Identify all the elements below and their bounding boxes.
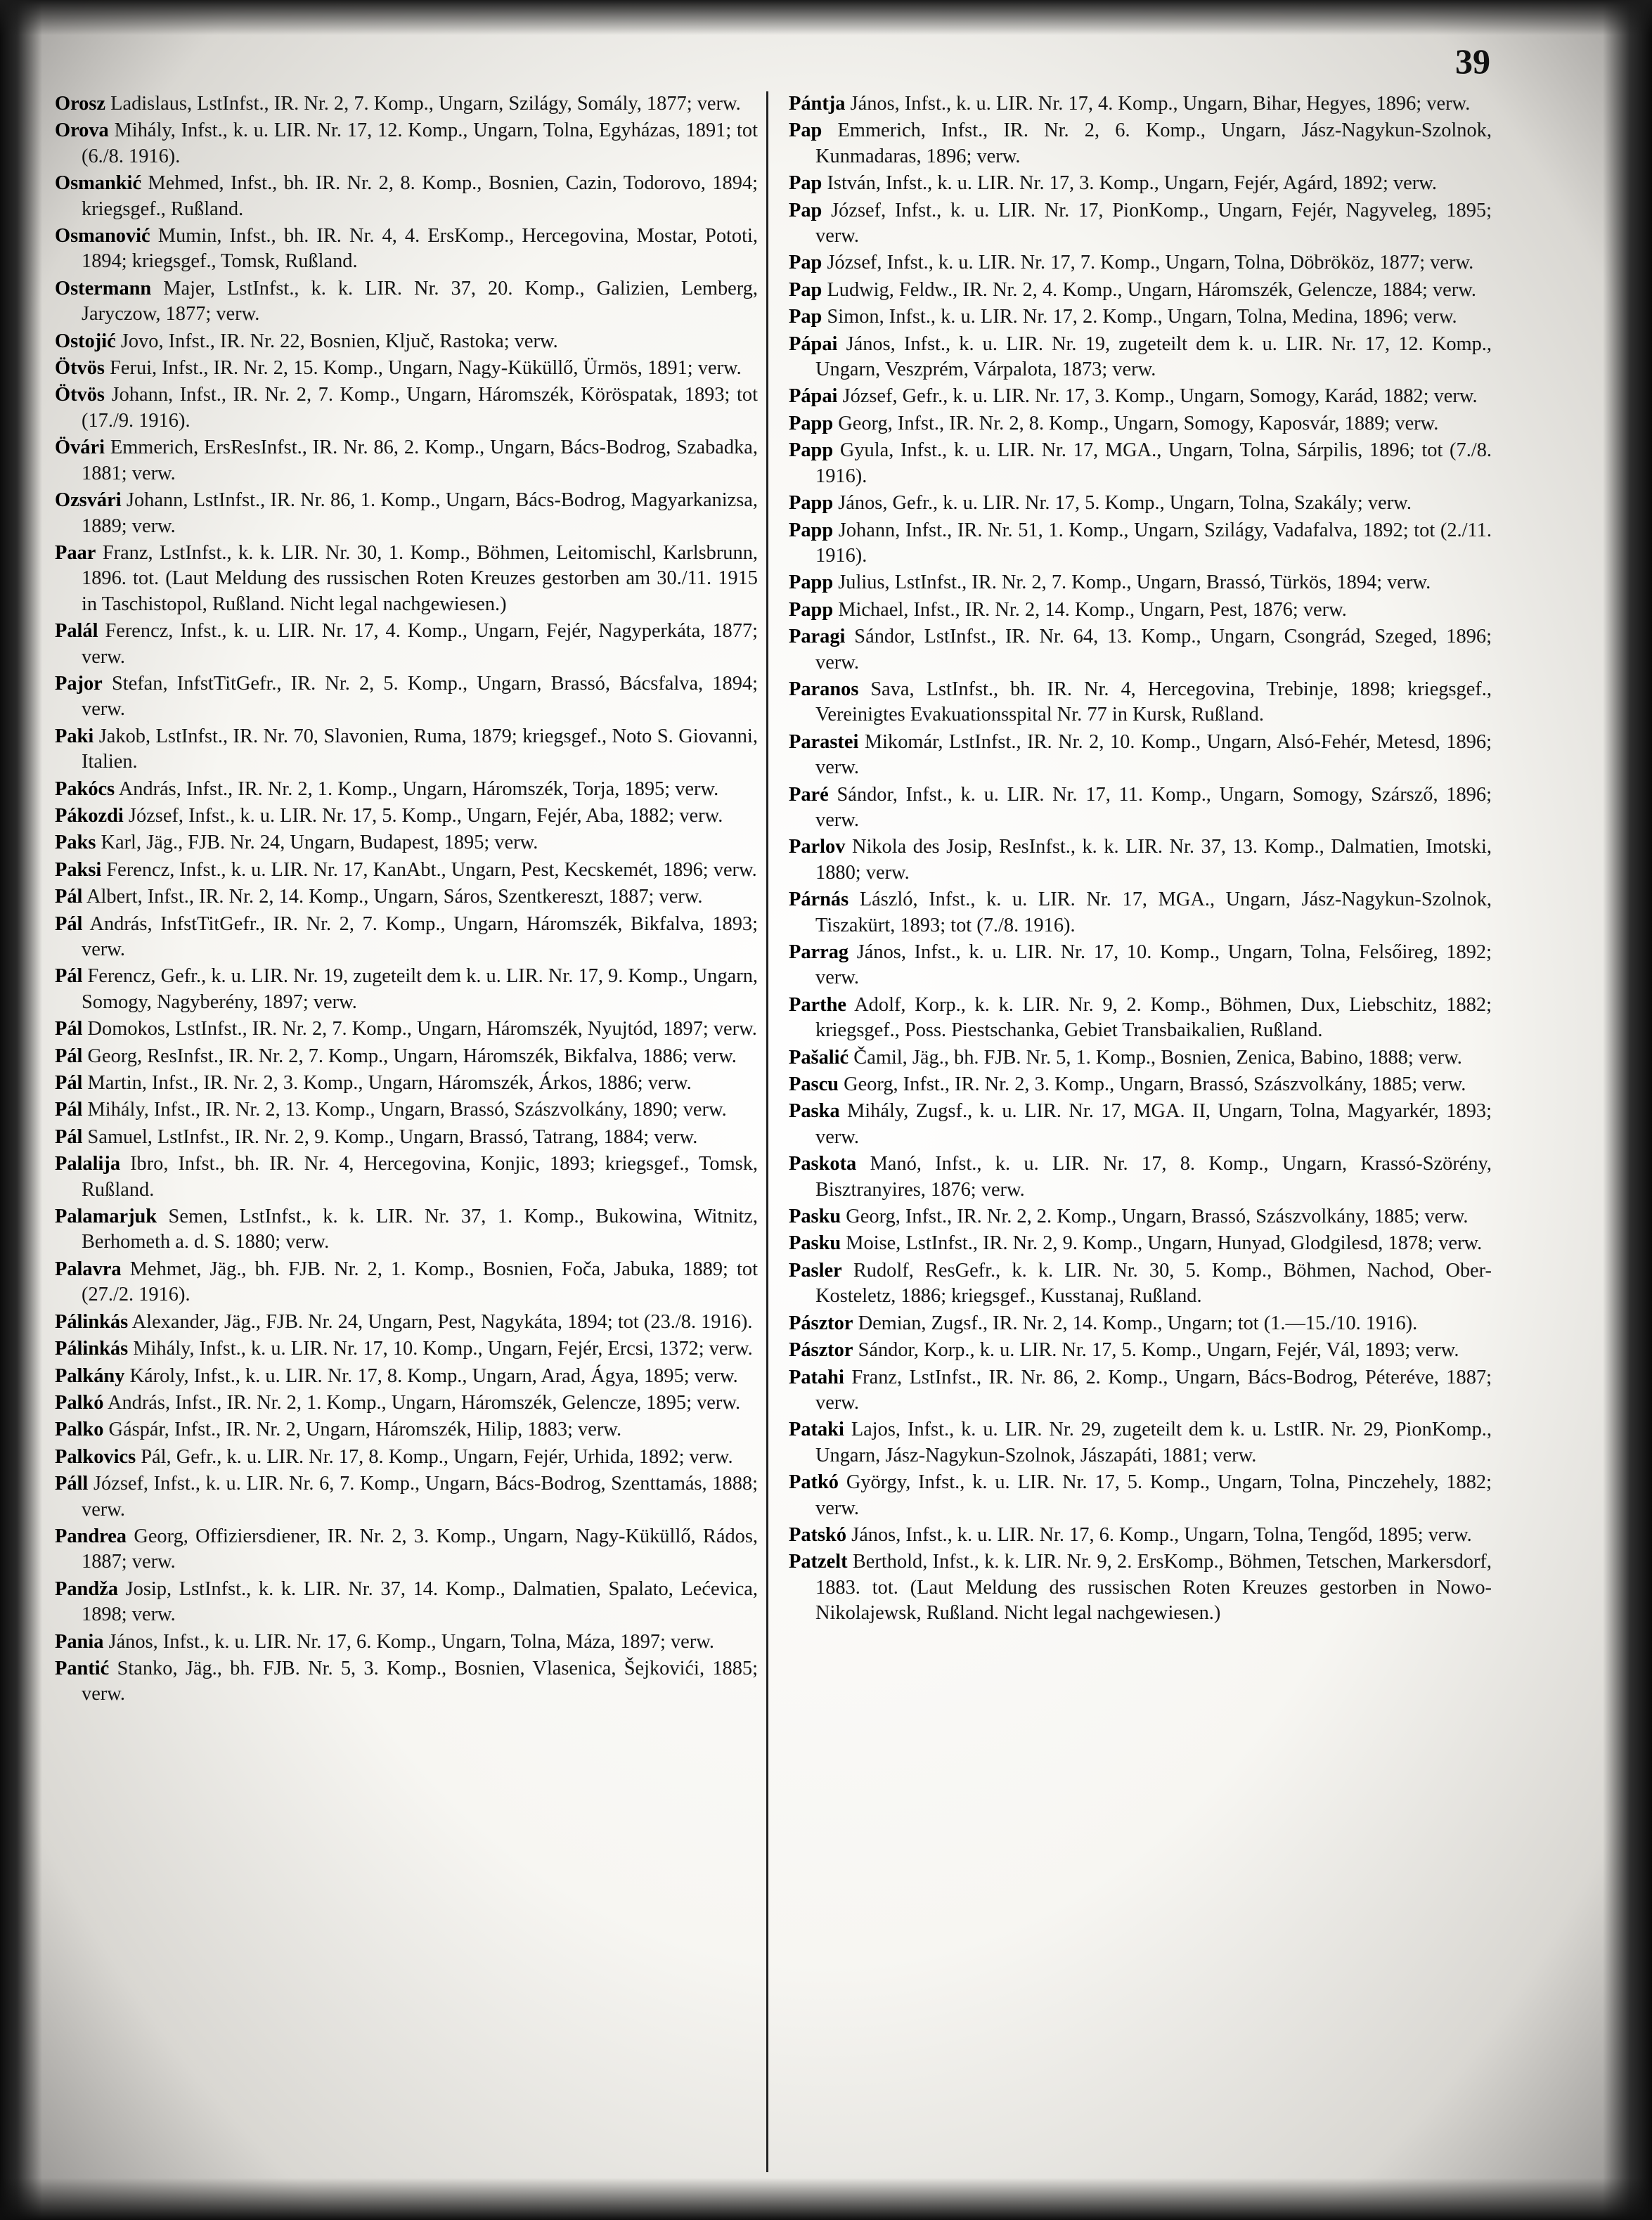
- entry-details: Mihály, Infst., k. u. LIR. Nr. 17, 10. Komp., Ungarn, Fejér, Ercsi, 1372; verw.: [133, 1338, 753, 1360]
- entry-surname: Pandrea: [55, 1525, 127, 1547]
- casualty-entry: [789, 834, 1492, 886]
- entry-details: Gáspár, Infst., IR. Nr. 2, Ungarn, Háromszék, Hilip, 1883; verw.: [108, 1419, 622, 1441]
- casualty-entry: [55, 118, 758, 169]
- entry-details: József, Infst., k. u. LIR. Nr. 6, 7. Komp., Ungarn, Bács-Bodrog, Szenttamás, 1888; verw.: [82, 1473, 758, 1521]
- entry-surname: Pápai: [789, 385, 838, 408]
- entry-surname: Palalija: [55, 1153, 121, 1175]
- entry-surname: Orova: [55, 120, 109, 142]
- casualty-entry: [55, 488, 758, 539]
- entry-surname: Orosz: [55, 93, 106, 115]
- casualty-entry: [789, 1523, 1492, 1548]
- entry-details: Domokos, LstInfst., IR. Nr. 2, 7. Komp., Ungarn, Háromszék, Nyujtód, 1897; verw.: [87, 1018, 757, 1040]
- casualty-entry: [55, 1656, 758, 1708]
- left-column: [55, 91, 758, 2186]
- casualty-entry: [789, 250, 1492, 276]
- entry-details: Martin, Infst., IR. Nr. 2, 3. Komp., Ungarn, Háromszék, Árkos, 1886; verw.: [87, 1072, 692, 1095]
- entry-surname: Parlov: [789, 836, 846, 858]
- entry-surname: Pap: [789, 172, 822, 195]
- entry-details: Georg, Infst., IR. Nr. 2, 8. Komp., Ungarn, Somogy, Kaposvár, 1889; verw.: [838, 412, 1439, 434]
- entry-surname: Palamarjuk: [55, 1206, 157, 1228]
- casualty-entry: [789, 332, 1492, 383]
- entry-surname: Pakócs: [55, 777, 115, 800]
- entry-details: András, Infst., IR. Nr. 2, 1. Komp., Ungarn, Háromszék, Torja, 1895; verw.: [118, 777, 719, 800]
- casualty-entry: [55, 1125, 758, 1150]
- casualty-entry: [789, 940, 1492, 991]
- entry-details: Lajos, Infst., k. u. LIR. Nr. 29, zugeteilt dem k. u. LstIR. Nr. 29, PionKomp., Ungarn, Jász-Nagykun-Szolnok, Jászapáti, 1881; verw.: [815, 1419, 1492, 1466]
- casualty-entry: [55, 1336, 758, 1362]
- entry-surname: Pataki: [789, 1419, 844, 1441]
- entry-details: Mumin, Infst., bh. IR. Nr. 4, 4. ErsKomp., Hercegovina, Mostar, Pototi, 1894; kriegsgef., Tomsk, Rußland.: [82, 225, 758, 273]
- casualty-entry: [55, 1364, 758, 1389]
- entry-details: Mehmet, Jäg., bh. FJB. Nr. 2, 1. Komp., Bosnien, Foča, Jabuka, 1889; tot (27./2. 1916).: [82, 1258, 758, 1306]
- entry-details: József, Gefr., k. u. LIR. Nr. 17, 3. Komp., Ungarn, Somogy, Karád, 1882; verw.: [842, 385, 1478, 408]
- casualty-entry: [55, 91, 758, 117]
- casualty-entry: [55, 830, 758, 856]
- entry-details: András, InfstTitGefr., IR. Nr. 2, 7. Komp., Ungarn, Háromszék, Bikfalva, 1893; verw.: [82, 912, 758, 960]
- entry-details: Johann, Infst., IR. Nr. 51, 1. Komp., Ungarn, Szilágy, Vadafalva, 1892; tot (2./11. 1916).: [815, 519, 1492, 567]
- entry-details: Ladislaus, LstInfst., IR. Nr. 2, 7. Komp., Ungarn, Szilágy, Somály, 1877; verw.: [110, 93, 741, 115]
- entry-surname: Pál: [55, 912, 83, 935]
- entry-details: István, Infst., k. u. LIR. Nr. 17, 3. Komp., Ungarn, Fejér, Agárd, 1892; verw.: [827, 172, 1437, 195]
- casualty-entry: [789, 1470, 1492, 1521]
- casualty-entry: [55, 1629, 758, 1655]
- casualty-entry: [55, 671, 758, 723]
- entry-surname: Paragi: [789, 626, 846, 648]
- entry-surname: Papp: [789, 572, 834, 594]
- entry-surname: Pania: [55, 1630, 104, 1653]
- casualty-entry: [789, 304, 1492, 330]
- entry-surname: Patskó: [789, 1523, 847, 1546]
- entry-surname: Pál: [55, 1125, 83, 1148]
- entry-surname: Palko: [55, 1419, 104, 1441]
- casualty-entry: [55, 1524, 758, 1575]
- casualty-entry: [55, 912, 758, 963]
- scan-edge-top: [0, 0, 1652, 35]
- entry-details: Mihály, Infst., IR. Nr. 2, 13. Komp., Ungarn, Brassó, Szászvolkány, 1890; verw.: [87, 1099, 727, 1121]
- casualty-entry: [789, 1258, 1492, 1310]
- entry-details: András, Infst., IR. Nr. 2, 1. Komp., Ungarn, Háromszék, Gelencze, 1895; verw.: [107, 1391, 741, 1414]
- casualty-entry: [55, 541, 758, 617]
- entry-details: Mehmed, Infst., bh. IR. Nr. 2, 8. Komp., Bosnien, Cazin, Todorovo, 1894; kriegsgef., Rußland.: [82, 172, 758, 220]
- entry-details: László, Infst., k. u. LIR. Nr. 17, MGA., Ungarn, Jász-Nagykun-Szolnok, Tiszakürt, 1893; tot (7./8. 1916).: [815, 889, 1492, 936]
- entry-details: Mikomár, LstInfst., IR. Nr. 2, 10. Komp., Ungarn, Alsó-Fehér, Metesd, 1896; verw.: [815, 730, 1492, 779]
- entry-details: Pál, Gefr., k. u. LIR. Nr. 17, 8. Komp., Ungarn, Fejér, Urhida, 1892; verw.: [141, 1445, 733, 1468]
- casualty-entry: [55, 1204, 758, 1256]
- casualty-entry: [789, 118, 1492, 169]
- casualty-entry: [789, 598, 1492, 623]
- entry-details: Jakob, LstInfst., IR. Nr. 70, Slavonien, Ruma, 1879; kriegsgef., Noto S. Giovanni, Italien.: [82, 725, 758, 773]
- entry-surname: Palál: [55, 620, 98, 643]
- entry-details: János, Infst., k. u. LIR. Nr. 19, zugeteilt dem k. u. LIR. Nr. 17, 12. Komp., Ungarn, Veszprém, Várpalota, 1873; verw.: [815, 333, 1492, 381]
- casualty-entry: [789, 171, 1492, 196]
- casualty-entry: [789, 491, 1492, 516]
- casualty-entry: [789, 570, 1492, 595]
- entry-surname: Pasku: [789, 1206, 841, 1228]
- casualty-entry: [789, 438, 1492, 489]
- entry-details: Moise, LstInfst., IR. Nr. 2, 9. Komp., Ungarn, Hunyad, Glodgilesd, 1878; verw.: [846, 1232, 1483, 1255]
- entry-surname: Pál: [55, 886, 83, 908]
- entry-surname: Papp: [789, 412, 834, 434]
- entry-details: Samuel, LstInfst., IR. Nr. 2, 9. Komp., Ungarn, Brassó, Tatrang, 1884; verw.: [87, 1125, 698, 1148]
- entry-surname: Parrag: [789, 941, 849, 963]
- entry-details: Emmerich, Infst., IR. Nr. 2, 6. Komp., Ungarn, Jász-Nagykun-Szolnok, Kunmadaras, 1896; verw.: [815, 120, 1492, 167]
- casualty-entry: [55, 1151, 758, 1203]
- casualty-entry: [55, 356, 758, 381]
- entry-details: Sándor, Korp., k. u. LIR. Nr. 17, 5. Komp., Ungarn, Fejér, Vál, 1893; verw.: [858, 1339, 1459, 1362]
- casualty-entry: [55, 435, 758, 486]
- entry-details: Demian, Zugsf., IR. Nr. 2, 14. Komp., Ungarn; tot (1.—15./10. 1916).: [858, 1312, 1418, 1334]
- casualty-entry: [789, 91, 1492, 117]
- casualty-entry: [789, 677, 1492, 728]
- entry-details: Ludwig, Feldw., IR. Nr. 2, 4. Komp., Ungarn, Háromszék, Gelencze, 1884; verw.: [827, 278, 1476, 301]
- column-divider: [766, 91, 768, 2172]
- casualty-entry: [789, 198, 1492, 250]
- entry-surname: Pap: [789, 252, 822, 274]
- entry-details: Johann, LstInfst., IR. Nr. 86, 1. Komp., Ungarn, Bács-Bodrog, Magyarkanizsa, 1889; verw.: [82, 489, 758, 537]
- entry-surname: Pasku: [789, 1232, 841, 1255]
- entry-surname: Parthe: [789, 993, 846, 1016]
- entry-details: György, Infst., k. u. LIR. Nr. 17, 5. Komp., Ungarn, Tolna, Pinczehely, 1882; verw.: [815, 1471, 1492, 1519]
- entry-details: Karl, Jäg., FJB. Nr. 24, Ungarn, Budapest, 1895; verw.: [101, 832, 538, 854]
- entry-surname: Ötvös: [55, 384, 105, 406]
- entry-details: Ibro, Infst., bh. IR. Nr. 4, Hercegovina, Konjic, 1893; kriegsgef., Tomsk, Rußland.: [82, 1153, 758, 1201]
- entry-surname: Pajor: [55, 672, 103, 695]
- entry-details: Ferencz, Infst., k. u. LIR. Nr. 17, KanAbt., Ungarn, Pest, Kecskemét, 1896; verw.: [106, 858, 757, 881]
- entry-details: Mihály, Infst., k. u. LIR. Nr. 17, 12. Komp., Ungarn, Tolna, Egyházas, 1891; tot (6./8. 1916).: [82, 120, 758, 167]
- entry-surname: Pantić: [55, 1657, 110, 1679]
- casualty-entry: [55, 1257, 758, 1308]
- casualty-entry: [789, 1311, 1492, 1336]
- casualty-entry: [55, 619, 758, 670]
- entry-surname: Papp: [789, 492, 834, 515]
- entry-surname: Papp: [789, 519, 834, 541]
- entry-details: Majer, LstInfst., k. k. LIR. Nr. 37, 20. Komp., Galizien, Lemberg, Jaryczow, 1877; verw.: [82, 277, 758, 325]
- entry-surname: Pap: [789, 278, 822, 301]
- entry-surname: Paska: [789, 1100, 840, 1123]
- entry-surname: Pálinkás: [55, 1338, 129, 1360]
- casualty-entry: [55, 1017, 758, 1042]
- entry-surname: Páll: [55, 1473, 89, 1495]
- page-number: 39: [1455, 41, 1490, 81]
- right-column: [789, 91, 1492, 2186]
- casualty-entry: [789, 1204, 1492, 1230]
- entry-surname: Osmanović: [55, 225, 150, 247]
- entry-details: János, Infst., k. u. LIR. Nr. 17, 6. Komp., Ungarn, Tolna, Tengőd, 1895; verw.: [851, 1523, 1472, 1546]
- casualty-entry: [55, 171, 758, 222]
- entry-details: Simon, Infst., k. u. LIR. Nr. 17, 2. Komp., Ungarn, Tolna, Medina, 1896; verw.: [827, 306, 1457, 328]
- entry-details: Ferencz, Infst., k. u. LIR. Nr. 17, 4. Komp., Ungarn, Fejér, Nagyperkáta, 1877; verw.: [82, 620, 758, 668]
- entry-details: Georg, Infst., IR. Nr. 2, 3. Komp., Ungarn, Brassó, Szászvolkány, 1885; verw.: [844, 1073, 1466, 1096]
- entry-surname: Papp: [789, 439, 834, 462]
- entry-surname: Ötvös: [55, 357, 105, 380]
- entry-details: Stefan, InfstTitGefr., IR. Nr. 2, 5. Komp., Ungarn, Brassó, Bácsfalva, 1894; verw.: [82, 672, 758, 721]
- entry-surname: Pásztor: [789, 1312, 853, 1334]
- entry-details: Čamil, Jäg., bh. FJB. Nr. 5, 1. Komp., Bosnien, Zenica, Babino, 1888; verw.: [853, 1046, 1462, 1069]
- casualty-entry: [55, 382, 758, 434]
- casualty-entry: [55, 1310, 758, 1335]
- entry-surname: Paksi: [55, 858, 102, 881]
- casualty-entry: [789, 1365, 1492, 1416]
- entry-details: Ferui, Infst., IR. Nr. 2, 15. Komp., Ungarn, Nagy-Küküllő, Ürmös, 1891; verw.: [110, 357, 742, 380]
- entry-details: Károly, Infst., k. u. LIR. Nr. 17, 8. Komp., Ungarn, Arad, Ágya, 1895; verw.: [129, 1364, 738, 1387]
- casualty-entry: [789, 384, 1492, 409]
- entry-details: Jovo, Infst., IR. Nr. 22, Bosnien, Ključ, Rastoka; verw.: [120, 330, 558, 352]
- entry-surname: Pap: [789, 120, 822, 142]
- casualty-entry: [55, 884, 758, 910]
- entry-details: Josip, LstInfst., k. k. LIR. Nr. 37, 14. Komp., Dalmatien, Spalato, Lećevica, 1898; verw.: [82, 1577, 758, 1626]
- entry-surname: Pascu: [789, 1073, 839, 1096]
- entry-details: József, Infst., k. u. LIR. Nr. 17, 5. Komp., Ungarn, Fejér, Aba, 1882; verw.: [128, 804, 723, 827]
- scan-edge-left: [0, 0, 42, 2220]
- casualty-entry: [789, 411, 1492, 437]
- entry-details: Albert, Infst., IR. Nr. 2, 14. Komp., Ungarn, Sáros, Szentkereszt, 1887; verw.: [86, 886, 703, 908]
- casualty-entry: [789, 1549, 1492, 1626]
- entry-details: Alexander, Jäg., FJB. Nr. 24, Ungarn, Pest, Nagykáta, 1894; tot (23./8. 1916).: [131, 1310, 753, 1333]
- entry-surname: Pápai: [789, 333, 838, 355]
- casualty-entry: [55, 1044, 758, 1069]
- entry-details: Georg, ResInfst., IR. Nr. 2, 7. Komp., Ungarn, Háromszék, Bikfalva, 1886; verw.: [87, 1045, 737, 1067]
- entry-details: Semen, LstInfst., k. k. LIR. Nr. 37, 1. Komp., Bukowina, Witnitz, Berhometh a. d. S. 1880; verw.: [82, 1206, 758, 1253]
- entry-surname: Párnás: [789, 889, 849, 911]
- entry-surname: Osmankić: [55, 172, 142, 195]
- entry-surname: Pál: [55, 965, 83, 988]
- entry-details: János, Gefr., k. u. LIR. Nr. 17, 5. Komp., Ungarn, Tolna, Szakály; verw.: [838, 492, 1412, 515]
- entry-surname: Pákozdi: [55, 804, 124, 827]
- entry-surname: Palkány: [55, 1364, 125, 1387]
- entry-surname: Pál: [55, 1045, 83, 1067]
- casualty-entry: [789, 1231, 1492, 1256]
- entry-surname: Ostermann: [55, 277, 152, 299]
- entry-surname: Paki: [55, 725, 94, 747]
- entry-surname: Övári: [55, 437, 105, 459]
- entry-surname: Pál: [55, 1018, 83, 1040]
- entry-surname: Patkó: [789, 1471, 839, 1494]
- casualty-entry: [55, 804, 758, 829]
- entry-surname: Pap: [789, 306, 822, 328]
- entry-details: József, Infst., k. u. LIR. Nr. 17, PionKomp., Ungarn, Fejér, Nagyveleg, 1895; verw.: [815, 199, 1492, 247]
- entry-surname: Parastei: [789, 730, 859, 753]
- entry-details: Ferencz, Gefr., k. u. LIR. Nr. 19, zugeteilt dem k. u. LIR. Nr. 17, 9. Komp., Ungarn, Somogy, Nagyberény, 1897; verw.: [82, 965, 758, 1013]
- casualty-entry: [55, 1390, 758, 1416]
- casualty-entry: [55, 858, 758, 883]
- casualty-entry: [789, 1045, 1492, 1071]
- casualty-entry: [55, 724, 758, 775]
- entry-details: Georg, Infst., IR. Nr. 2, 2. Komp., Ungarn, Brassó, Szászvolkány, 1885; verw.: [846, 1206, 1469, 1228]
- casualty-entry: [789, 993, 1492, 1044]
- casualty-entry: [789, 887, 1492, 938]
- casualty-entry: [55, 964, 758, 1015]
- entry-details: Mihály, Zugsf., k. u. LIR. Nr. 17, MGA. II, Ungarn, Tolna, Magyarkér, 1893; verw.: [815, 1100, 1492, 1148]
- entry-details: Sándor, LstInfst., IR. Nr. 64, 13. Komp., Ungarn, Csongrád, Szeged, 1896; verw.: [815, 626, 1492, 673]
- entry-surname: Pálinkás: [55, 1310, 129, 1333]
- casualty-entry: [55, 329, 758, 354]
- casualty-entry: [789, 518, 1492, 569]
- entry-details: Franz, LstInfst., k. k. LIR. Nr. 30, 1. Komp., Böhmen, Leitomischl, Karlsbrunn, 1896. tot. (Laut Meldung des russischen Roten Kreuzes gestorben am 30./11. 1915 in Taschistopol, Rußland. Nicht legal nachgewiesen.): [82, 541, 758, 615]
- entry-surname: Papp: [789, 598, 834, 621]
- casualty-entry: [789, 1417, 1492, 1469]
- entry-surname: Ozsvári: [55, 489, 122, 512]
- entry-surname: Paar: [55, 541, 96, 564]
- entry-surname: Palkovics: [55, 1445, 136, 1468]
- entry-surname: Patahi: [789, 1366, 844, 1388]
- entry-details: Sava, LstInfst., bh. IR. Nr. 4, Hercegovina, Trebinje, 1898; kriegsgef., Vereinigtes Evakuationsspital Nr. 77 in Kursk, Rußland.: [815, 678, 1492, 726]
- entry-details: Nikola des Josip, ResInfst., k. k. LIR. Nr. 37, 13. Komp., Dalmatien, Imotski, 1880; verw.: [815, 836, 1492, 884]
- entry-details: Berthold, Infst., k. k. LIR. Nr. 9, 2. ErsKomp., Böhmen, Tetschen, Markersdorf, 1883. tot. (Laut Meldung des russischen Roten Kreuzes gestorben in Nowo-Nikolajewsk, Rußland. Nicht legal nachgewiesen.): [815, 1551, 1492, 1625]
- entry-details: János, Infst., k. u. LIR. Nr. 17, 6. Komp., Ungarn, Tolna, Máza, 1897; verw.: [108, 1630, 714, 1653]
- entry-details: János, Infst., k. u. LIR. Nr. 17, 10. Komp., Ungarn, Tolna, Felsőireg, 1892; verw.: [815, 941, 1492, 989]
- entry-details: Manó, Infst., k. u. LIR. Nr. 17, 8. Komp., Ungarn, Krassó-Szörény, Bisztranyires, 1876; verw.: [815, 1153, 1492, 1201]
- casualty-entry: [55, 1471, 758, 1523]
- entry-surname: Pál: [55, 1099, 83, 1121]
- entry-surname: Patzelt: [789, 1551, 848, 1573]
- casualty-entry: [789, 624, 1492, 676]
- casualty-entry: [55, 777, 758, 802]
- entry-details: Georg, Offiziersdiener, IR. Nr. 2, 3. Komp., Ungarn, Nagy-Küküllő, Rádos, 1887; verw.: [82, 1525, 758, 1573]
- casualty-entry: [55, 1097, 758, 1123]
- casualty-entry: [789, 1151, 1492, 1203]
- entry-surname: Pál: [55, 1072, 83, 1095]
- entry-details: Adolf, Korp., k. k. LIR. Nr. 9, 2. Komp., Böhmen, Dux, Liebschitz, 1882; kriegsgef., Poss. Piestschanka, Gebiet Transbaikalien, Rußland.: [815, 993, 1492, 1042]
- entry-surname: Pandža: [55, 1577, 118, 1600]
- entry-surname: Pántja: [789, 93, 846, 115]
- casualty-entry: [55, 1417, 758, 1443]
- entry-details: Michael, Infst., IR. Nr. 2, 14. Komp., Ungarn, Pest, 1876; verw.: [838, 598, 1347, 621]
- entry-surname: Ostojić: [55, 330, 116, 352]
- entry-details: Emmerich, ErsResInfst., IR. Nr. 86, 2. Komp., Ungarn, Bács-Bodrog, Szabadka, 1881; verw.: [82, 437, 758, 484]
- casualty-entry: [789, 1338, 1492, 1363]
- entry-details: Johann, Infst., IR. Nr. 2, 7. Komp., Ungarn, Háromszék, Köröspatak, 1893; tot (17./9. 1916).: [82, 384, 758, 432]
- casualty-entry: [55, 224, 758, 275]
- casualty-entry: [789, 1072, 1492, 1097]
- entry-details: Rudolf, ResGefr., k. k. LIR. Nr. 30, 5. Komp., Böhmen, Nachod, Ober-Kosteletz, 1886; kriegsgef., Kusstanaj, Rußland.: [815, 1259, 1492, 1308]
- entry-details: József, Infst., k. u. LIR. Nr. 17, 7. Komp., Ungarn, Tolna, Döbrököz, 1877; verw.: [827, 252, 1474, 274]
- entry-surname: Pásztor: [789, 1339, 853, 1362]
- casualty-entry: [55, 1071, 758, 1096]
- casualty-entry: [789, 730, 1492, 781]
- entry-details: Franz, LstInfst., IR. Nr. 86, 2. Komp., Ungarn, Bács-Bodrog, Péteréve, 1887; verw.: [815, 1366, 1492, 1414]
- casualty-entry: [789, 278, 1492, 303]
- entry-details: Sándor, Infst., k. u. LIR. Nr. 17, 11. Komp., Ungarn, Somogy, Szársző, 1896; verw.: [815, 783, 1492, 831]
- casualty-entry: [789, 1099, 1492, 1150]
- casualty-entry: [55, 1445, 758, 1470]
- entry-details: János, Infst., k. u. LIR. Nr. 17, 4. Komp., Ungarn, Bihar, Hegyes, 1896; verw.: [850, 93, 1471, 115]
- entry-details: Stanko, Jäg., bh. FJB. Nr. 5, 3. Komp., Bosnien, Vlasenica, Šejkovići, 1885; verw.: [82, 1657, 758, 1705]
- casualty-entry: [55, 276, 758, 328]
- casualty-entry: [789, 782, 1492, 834]
- entry-surname: Palavra: [55, 1258, 122, 1280]
- entry-surname: Paskota: [789, 1153, 857, 1175]
- entry-surname: Palkó: [55, 1391, 104, 1414]
- entry-details: Julius, LstInfst., IR. Nr. 2, 7. Komp., Ungarn, Brassó, Türkös, 1894; verw.: [838, 572, 1431, 594]
- entry-surname: Pašalić: [789, 1046, 849, 1069]
- casualty-entry: [55, 1577, 758, 1628]
- entry-surname: Paks: [55, 832, 96, 854]
- entry-surname: Pap: [789, 199, 822, 221]
- entry-surname: Paré: [789, 783, 829, 806]
- entry-details: Gyula, Infst., k. u. LIR. Nr. 17, MGA., Ungarn, Tolna, Sárpilis, 1896; tot (7./8. 1916).: [815, 439, 1492, 487]
- scan-edge-right: [1603, 0, 1652, 2220]
- entry-surname: Paranos: [789, 678, 859, 700]
- entry-surname: Pasler: [789, 1259, 842, 1282]
